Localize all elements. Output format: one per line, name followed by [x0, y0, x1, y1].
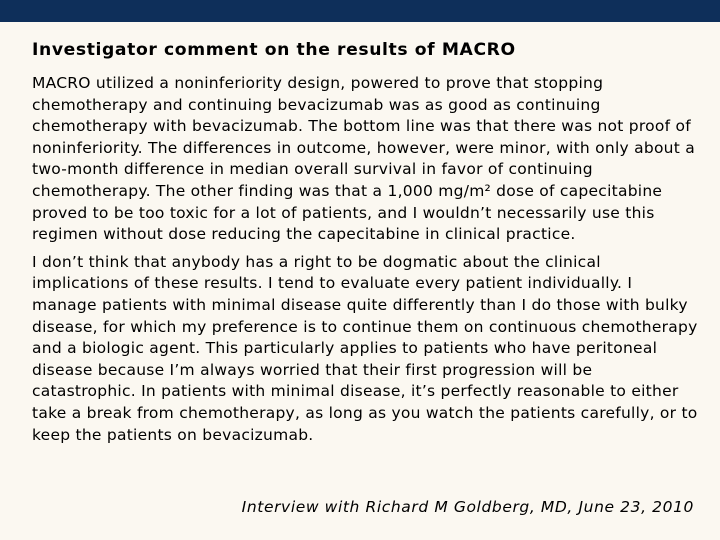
slide-title: Investigator comment on the results of MACRO	[32, 40, 516, 60]
slide-content	[22, 38, 700, 528]
header-bar	[0, 0, 720, 22]
paragraph-2: I don’t think that anybody has a right to be dogmatic about the clinical implications of these results. I tend to evaluate every patient individually. I manage patients with minimal disease quite differently than I do those with bulky disease, for which my preference is to continue them on continuous chemotherapy and a biologic agent. This particularly applies to patients who have peritoneal disease because I’m always worried that their first progression will be catastrophic. In patients with minimal disease, it’s perfectly reasonable to either take a break from chemotherapy, as long as you watch the patients carefully, or to keep the patients on bevacizumab.	[32, 252, 698, 444]
attribution: Interview with Richard M Goldberg, MD, June 23, 2010	[241, 498, 694, 516]
paragraph-1: MACRO utilized a noninferiority design, powered to prove that stopping chemotherapy and continuing bevacizumab was as good as continuing chemotherapy with bevacizumab. The bottom line was that there was not proof of noninferiority. The differences in outcome, however, were minor, with only about a two-month difference in median overall survival in favor of continuing chemotherapy. The other finding was that a 1,000 mg/m² dose of capecitabine proved to be too toxic for a lot of patients, and I wouldn’t necessarily use this regimen without dose reducing the capecitabine in clinical practice.	[32, 74, 696, 244]
